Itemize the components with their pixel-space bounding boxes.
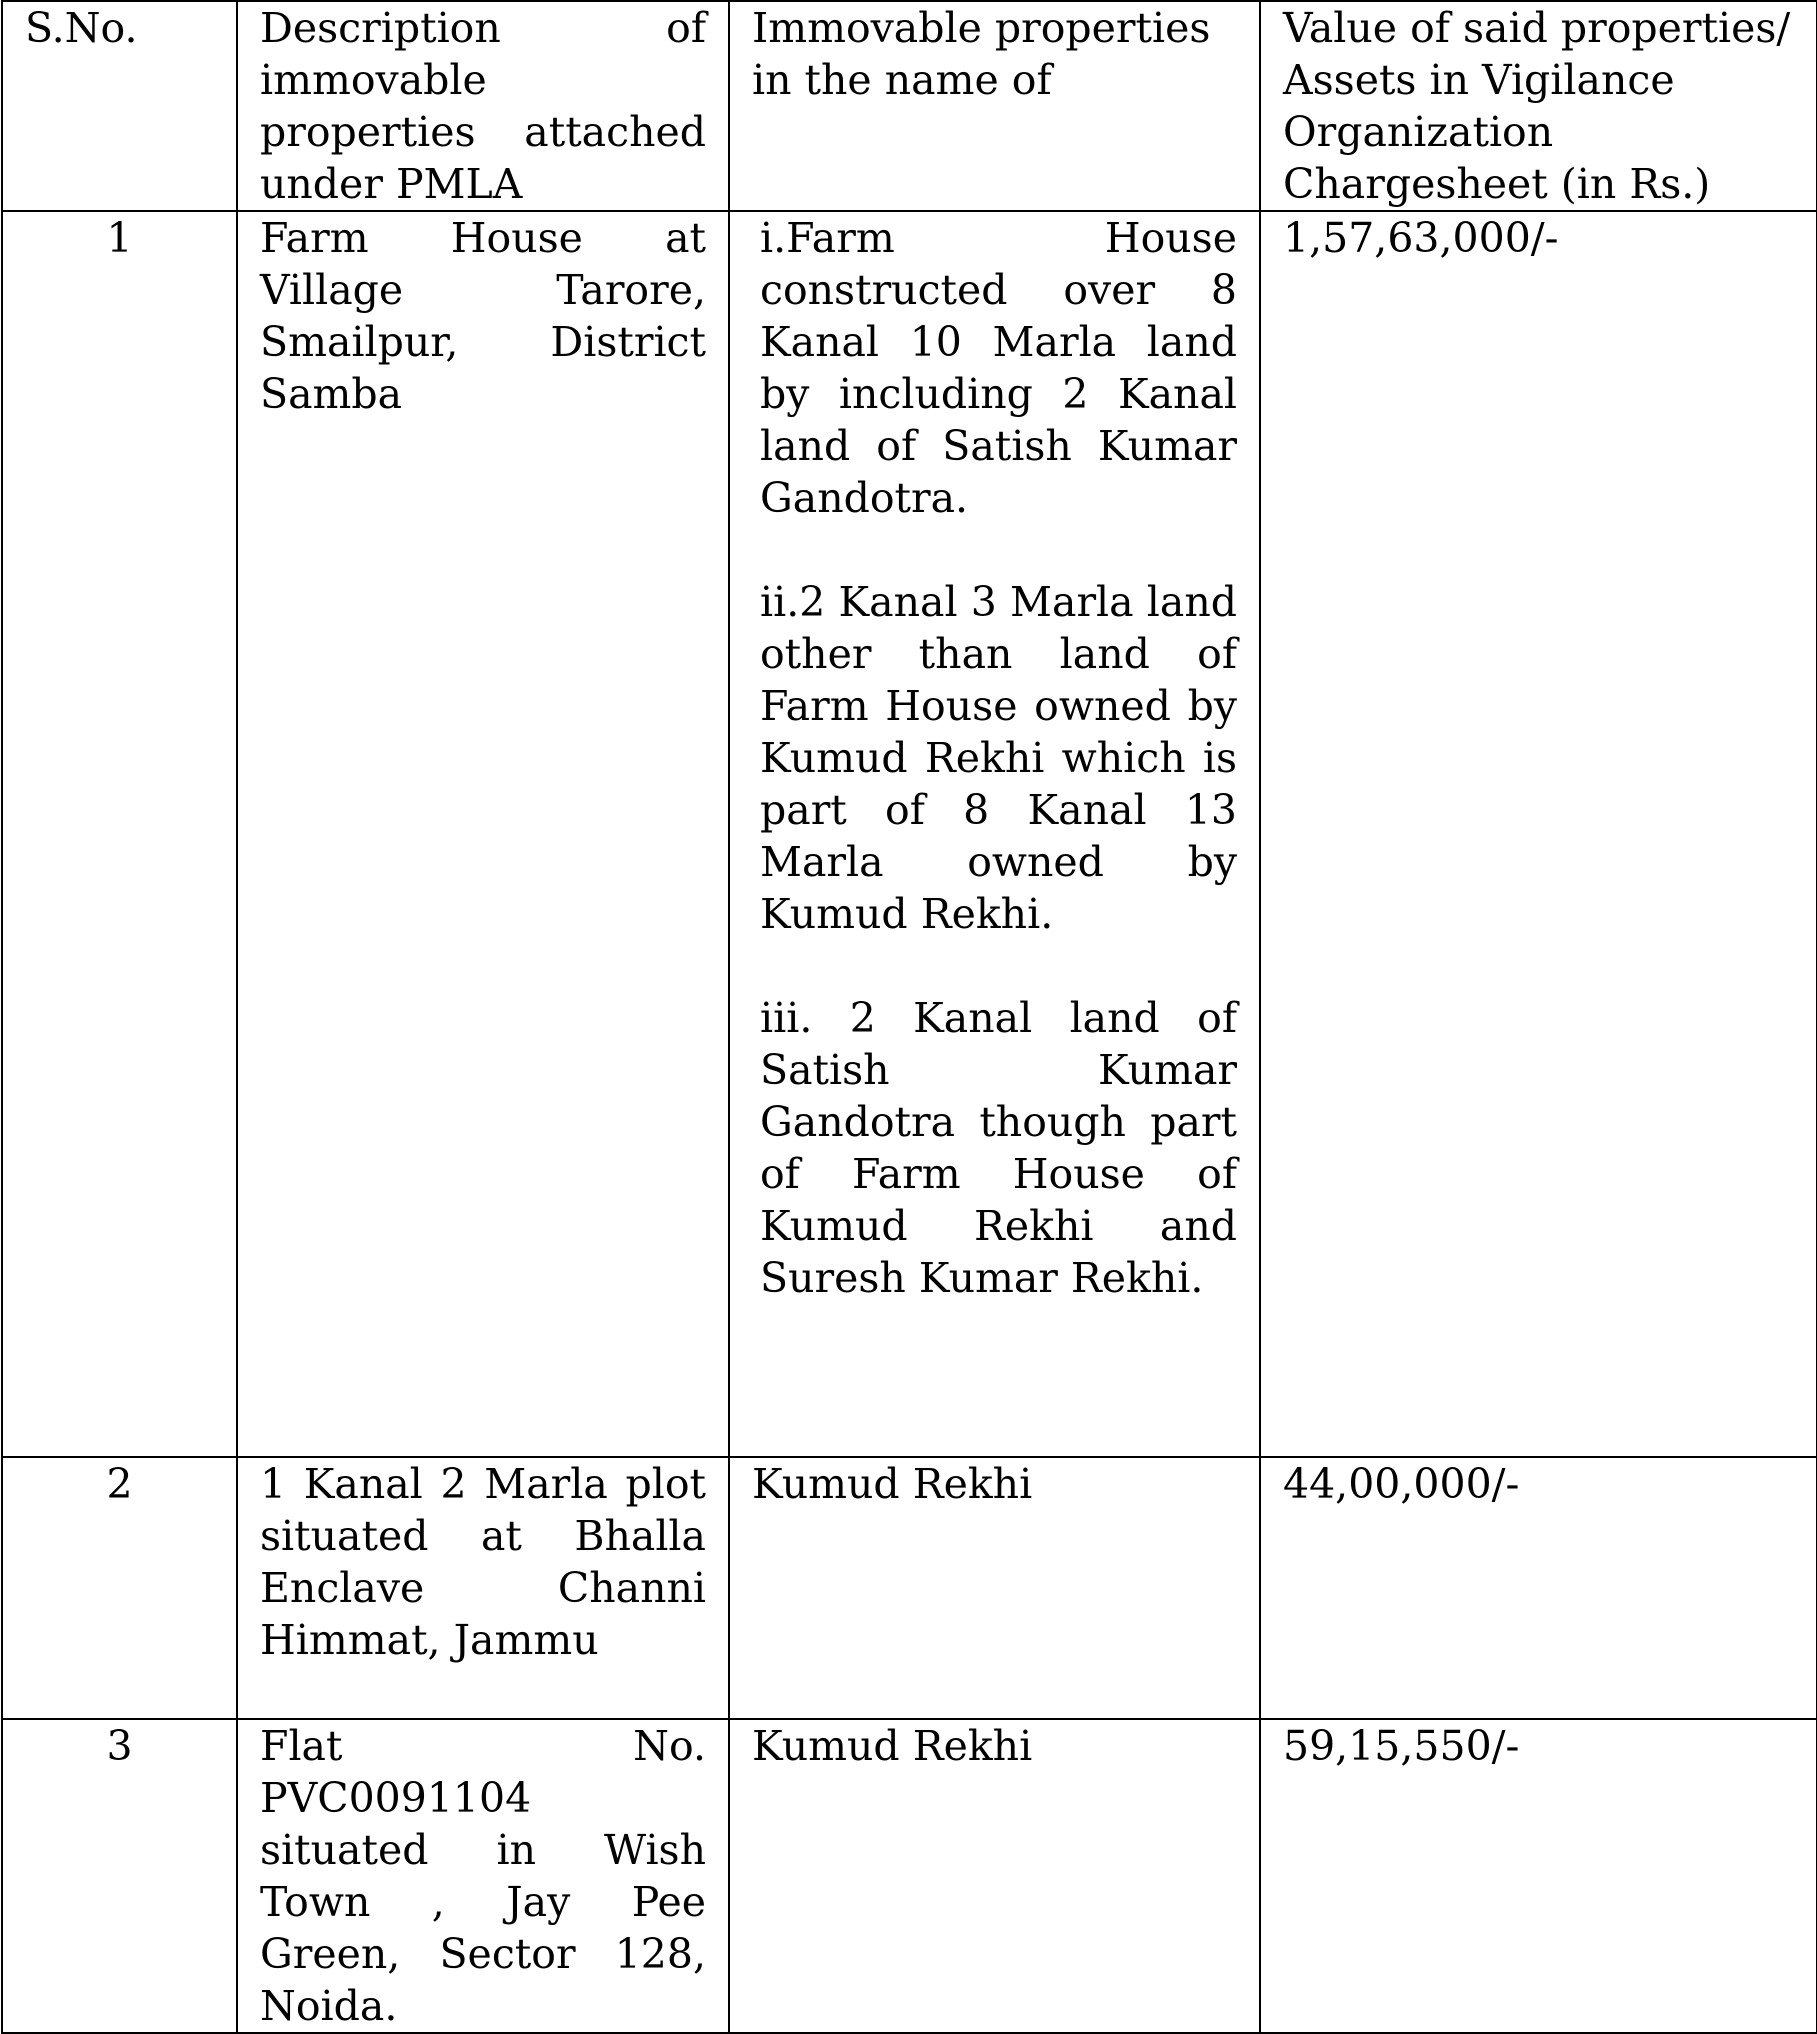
row-sno: 2 bbox=[2, 1457, 237, 1719]
row-description: Farm House at Village Tarore, Smailpur, District Samba bbox=[237, 211, 729, 1457]
owner-item: iii. 2 Kanal land of Satish Kumar Gandotra though part of Farm House of Kumud Rekhi and Suresh Kumar Rekhi. bbox=[760, 994, 1237, 1302]
row-sno: 1 bbox=[2, 211, 237, 1457]
owner-item: ii.2 Kanal 3 Marla land other than land of Farm House owned by Kumud Rekhi which is part of 8 Kanal 13 Marla owned by Kumud Rekhi. bbox=[760, 578, 1237, 938]
header-description: Description of immovable properties attached under PMLA bbox=[237, 1, 729, 211]
row-owner bbox=[729, 211, 1260, 1457]
table-row bbox=[2, 1457, 1817, 1719]
row-value: 44,00,000/- bbox=[1260, 1457, 1817, 1719]
row-owner: Kumud Rekhi bbox=[729, 1457, 1260, 1719]
row-owner: Kumud Rekhi bbox=[729, 1719, 1260, 2033]
row-description: 1 Kanal 2 Marla plot situated at Bhalla Enclave Channi Himmat, Jammu bbox=[237, 1457, 729, 1719]
header-owner: Immovable properties in the name of bbox=[729, 1, 1260, 211]
row-description: Flat No. PVC0091104 situated in Wish Town , Jay Pee Green, Sector 128, Noida. bbox=[237, 1719, 729, 2033]
header-value: Value of said properties/ Assets in Vigilance Organization Chargesheet (in Rs.) bbox=[1260, 1, 1817, 211]
header-sno: S.No. bbox=[2, 1, 237, 211]
row-value: 59,15,550/- bbox=[1260, 1719, 1817, 2033]
table-header-row bbox=[2, 1, 1817, 211]
property-attachment-table bbox=[1, 0, 1817, 2034]
table-row bbox=[2, 211, 1817, 1457]
table-row bbox=[2, 1719, 1817, 2033]
owner-item: i.Farm House constructed over 8 Kanal 10 Marla land by including 2 Kanal land of Satish Kumar Gandotra. bbox=[760, 214, 1237, 522]
row-value: 1,57,63,000/- bbox=[1260, 211, 1817, 1457]
row-sno: 3 bbox=[2, 1719, 237, 2033]
